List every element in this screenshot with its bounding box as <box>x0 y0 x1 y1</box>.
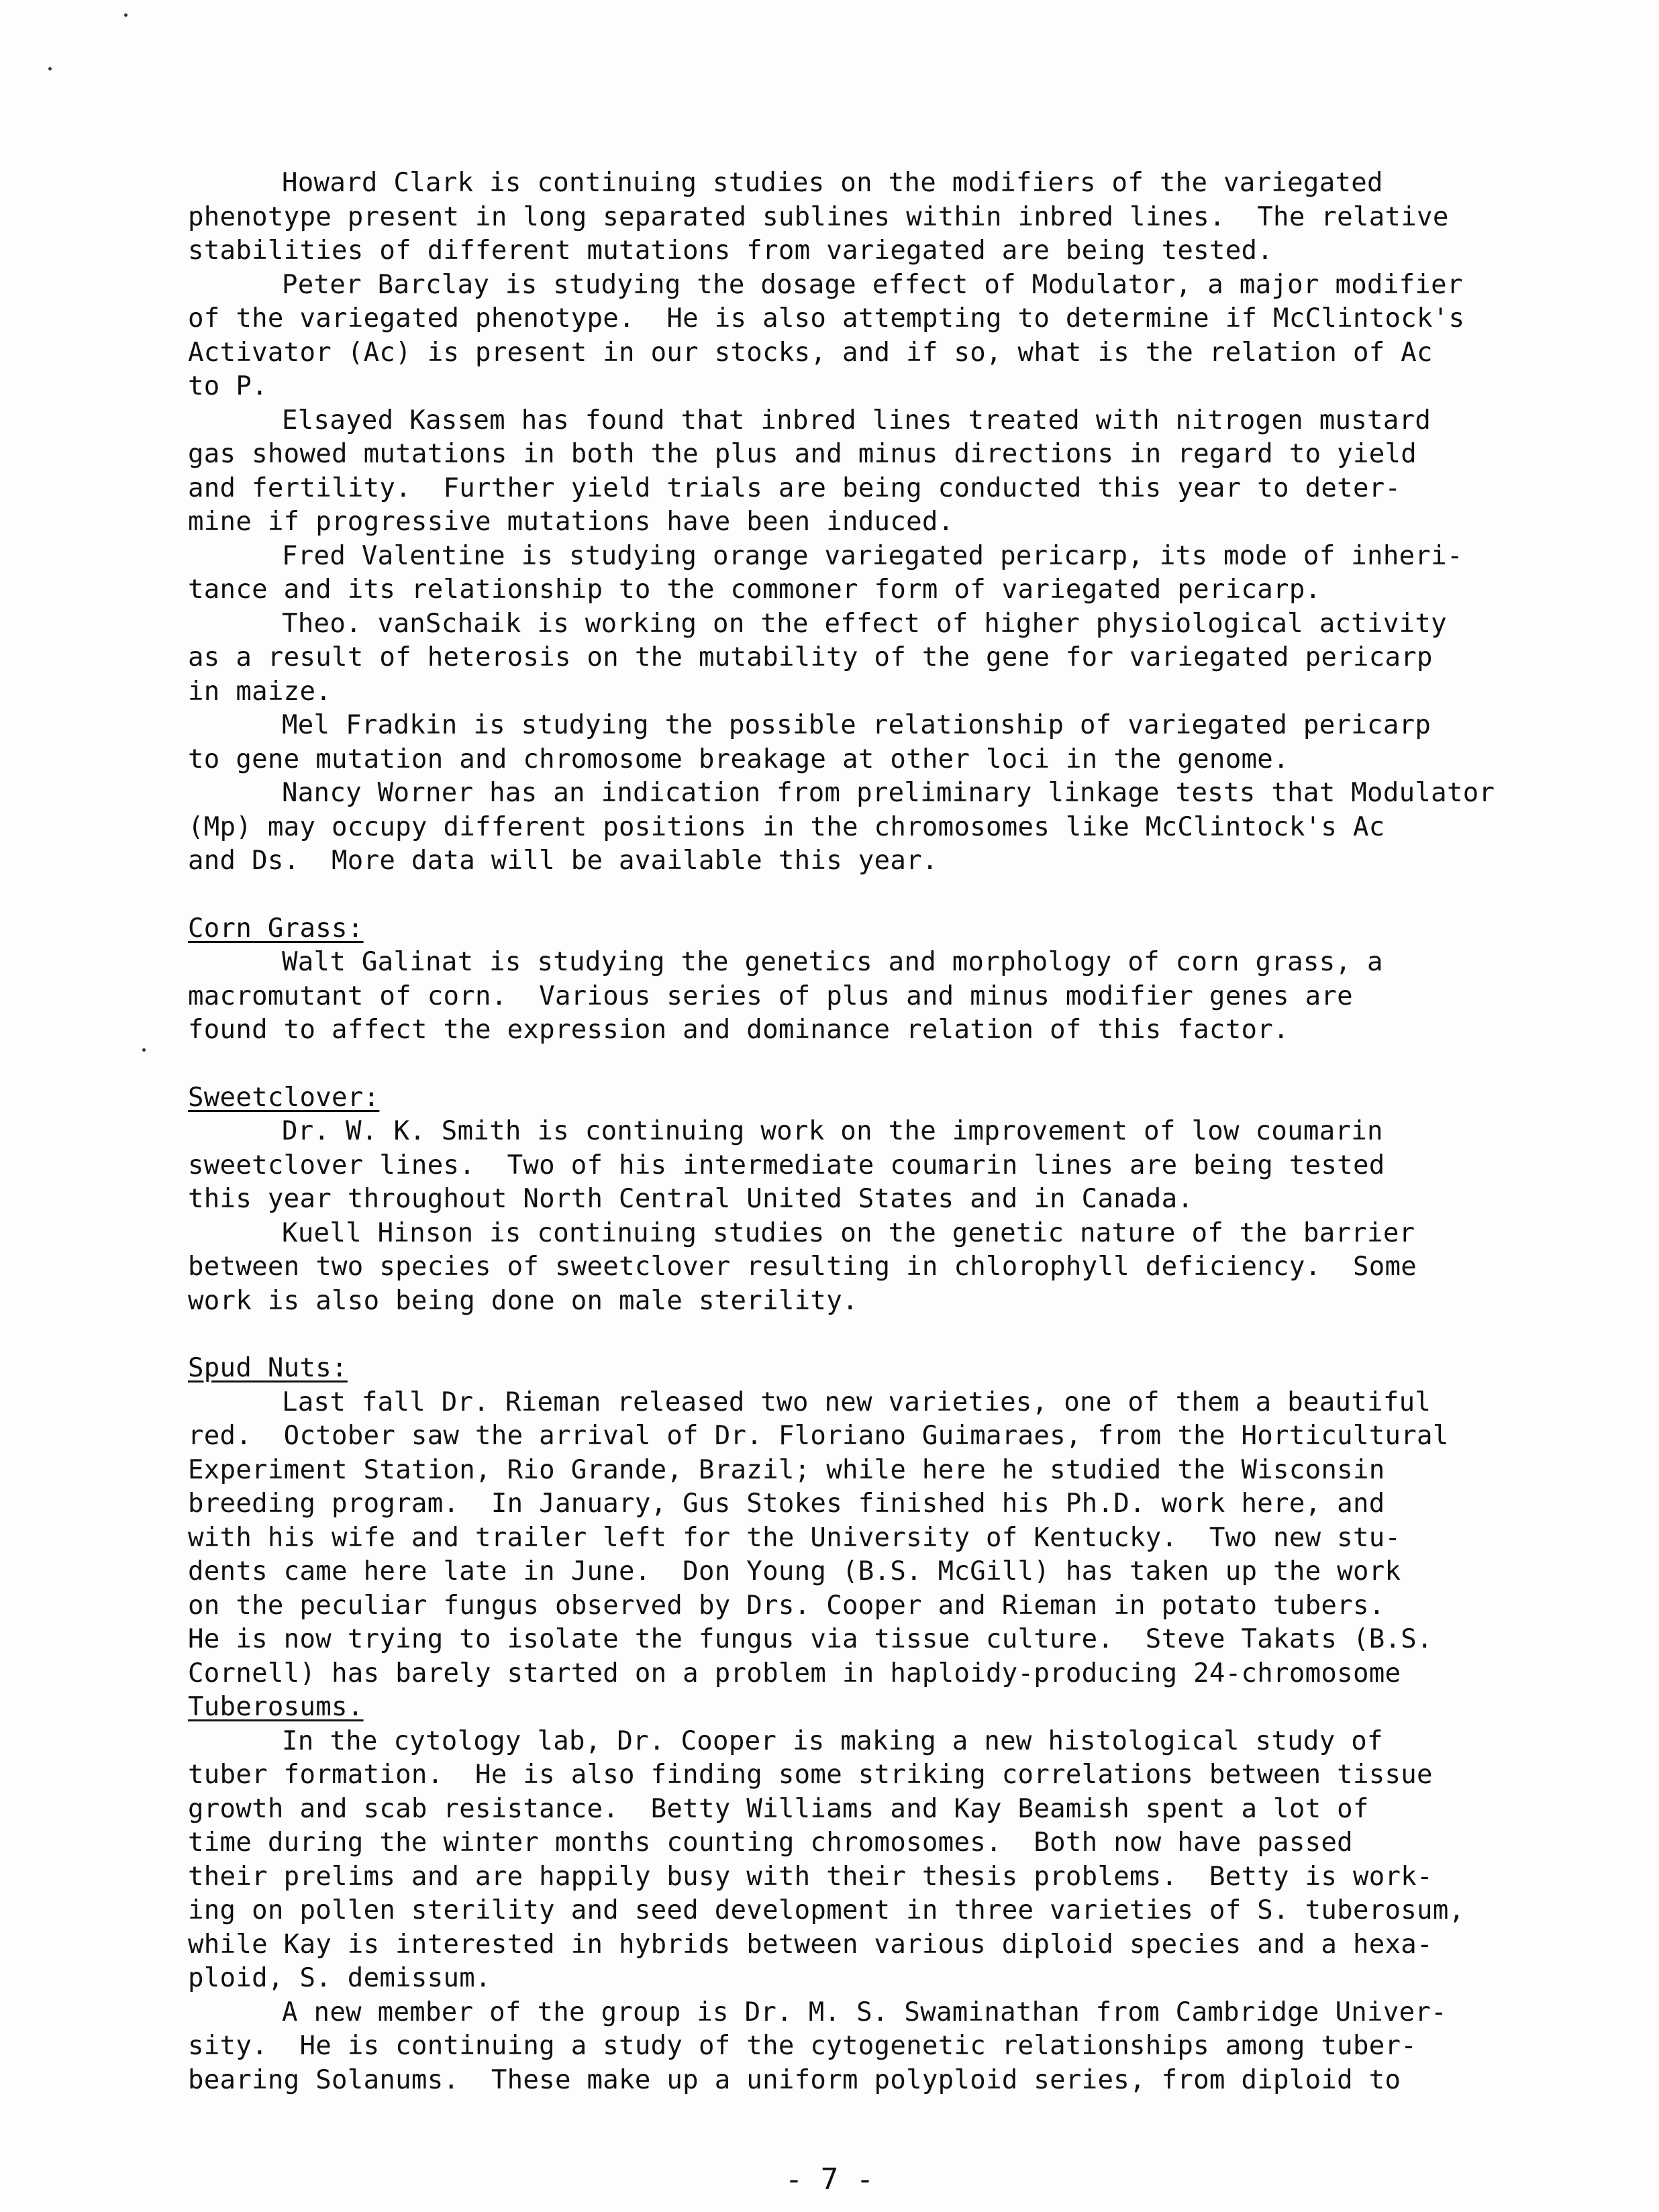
paragraph-first-line: Nancy Worner has an indication from preliminary linkage tests that Modulator <box>282 778 1495 808</box>
text-line: of the variegated phenotype. He is also attempting to determine if McClintock's <box>188 303 1465 334</box>
text-line: sweetclover lines. Two of his intermediate coumarin lines are being tested <box>188 1150 1385 1180</box>
text-line: bearing Solanums. These make up a uniform polyploid series, from diploid to <box>188 2064 1401 2095</box>
text-line: between two species of sweetclover resulting in chlorophyll deficiency. Some <box>188 1252 1417 1282</box>
text-line: (Mp) may occupy different positions in the chromosomes like McClintock's Ac <box>188 811 1385 842</box>
text-line: tance and its relationship to the commoner form of variegated pericarp. <box>188 574 1321 605</box>
paragraph-first-line: Howard Clark is continuing studies on the modifiers of the variegated <box>282 168 1383 198</box>
paragraph-first-line: A new member of the group is Dr. M. S. Swaminathan from Cambridge Univer- <box>282 1997 1447 2027</box>
scan-speck <box>48 67 52 70</box>
text-line: to P. <box>188 371 268 401</box>
text-line: growth and scab resistance. Betty Williams and Kay Beamish spent a lot of <box>188 1793 1369 1824</box>
text-line: Experiment Station, Rio Grande, Brazil; while here he studied the Wisconsin <box>188 1454 1385 1485</box>
text-line: found to affect the expression and dominance relation of this factor. <box>188 1015 1289 1045</box>
document-body <box>188 166 1544 2097</box>
section-heading: Sweetclover: <box>188 1082 380 1113</box>
text-line: breeding program. In January, Gus Stokes finished his Ph.D. work here, and <box>188 1489 1385 1519</box>
paragraph-first-line: Walt Galinat is studying the genetics and morphology of corn grass, a <box>282 947 1383 977</box>
text-line: red. October saw the arrival of Dr. Floriano Guimaraes, from the Horticultural <box>188 1421 1449 1451</box>
text-line: Activator (Ac) is present in our stocks, and if so, what is the relation of Ac <box>188 337 1433 368</box>
section-spacer <box>188 1048 1544 1081</box>
text-line: with his wife and trailer left for the University of Kentucky. Two new stu- <box>188 1522 1401 1553</box>
paragraph-first-line: Kuell Hinson is continuing studies on the genetic nature of the barrier <box>282 1217 1415 1248</box>
text-line: their prelims and are happily busy with their thesis problems. Betty is work- <box>188 1861 1433 1892</box>
text-line: and fertility. Further yield trials are being conducted this year to deter- <box>188 472 1401 503</box>
paragraph-first-line: Elsayed Kassem has found that inbred lines treated with nitrogen mustard <box>282 405 1431 436</box>
text-line: He is now trying to isolate the fungus via tissue culture. Steve Takats (B.S. <box>188 1624 1433 1654</box>
text-line: this year throughout North Central United States and in Canada. <box>188 1184 1194 1214</box>
text-line: in maize. <box>188 676 332 707</box>
text-line: mine if progressive mutations have been induced. <box>188 507 954 537</box>
text-line: Cornell) has barely started on a problem in haploidy-producing 24-chromosome <box>188 1658 1401 1689</box>
paragraph-first-line: Last fall Dr. Rieman released two new varieties, one of them a beautiful <box>282 1387 1431 1417</box>
text-line: work is also being done on male sterility. <box>188 1285 858 1316</box>
text-line: dents came here late in June. Don Young (B.S. McGill) has taken up the work <box>188 1556 1401 1587</box>
text-line: as a result of heterosis on the mutability of the gene for variegated pericarp <box>188 642 1433 672</box>
text-line: stabilities of different mutations from variegated are being tested. <box>188 236 1274 266</box>
text-line: to gene mutation and chromosome breakage at other loci in the genome. <box>188 744 1289 774</box>
scan-speck <box>142 1048 146 1052</box>
text-line: time during the winter months counting chromosomes. Both now have passed <box>188 1827 1353 1858</box>
text-line: macromutant of corn. Various series of plus and minus modifier genes are <box>188 981 1353 1011</box>
text-line: tuber formation. He is also finding some striking correlations between tissue <box>188 1760 1433 1790</box>
text-line: phenotype present in long separated sublines within inbred lines. The relative <box>188 201 1449 232</box>
paragraph-first-line: Fred Valentine is studying orange variegated pericarp, its mode of inheri- <box>282 540 1463 571</box>
text-line: Tuberosums. <box>188 1692 364 1722</box>
text-line: gas showed mutations in both the plus and minus directions in regard to yield <box>188 439 1417 469</box>
paragraph-first-line: Mel Fradkin is studying the possible relationship of variegated pericarp <box>282 710 1431 740</box>
text-line: ing on pollen sterility and seed development in three varieties of S. tuberosum, <box>188 1895 1465 1925</box>
scan-speck <box>124 13 128 17</box>
text-line: and Ds. More data will be available this year. <box>188 846 938 876</box>
paragraph-first-line: Theo. vanSchaik is working on the effect of higher physiological activity <box>282 608 1447 639</box>
section-heading: Corn Grass: <box>188 913 364 944</box>
text-line: sity. He is continuing a study of the cytogenetic relationships among tuber- <box>188 2031 1417 2061</box>
text-line: ploid, S. demissum. <box>188 1963 491 1993</box>
paragraph-first-line: In the cytology lab, Dr. Cooper is making a new histological study of <box>282 1725 1383 1756</box>
text-line: on the peculiar fungus observed by Drs. Cooper and Rieman in potato tubers. <box>188 1590 1385 1621</box>
page-number: - 7 - <box>785 2162 874 2197</box>
section-spacer <box>188 1318 1544 1352</box>
paragraph-first-line: Peter Barclay is studying the dosage effect of Modulator, a major modifier <box>282 269 1463 300</box>
paragraph-first-line: Dr. W. K. Smith is continuing work on the improvement of low coumarin <box>282 1116 1383 1146</box>
section-heading: Spud Nuts: <box>188 1353 348 1383</box>
text-line: while Kay is interested in hybrids between various diploid species and a hexa- <box>188 1929 1433 1960</box>
section-spacer <box>188 878 1544 912</box>
